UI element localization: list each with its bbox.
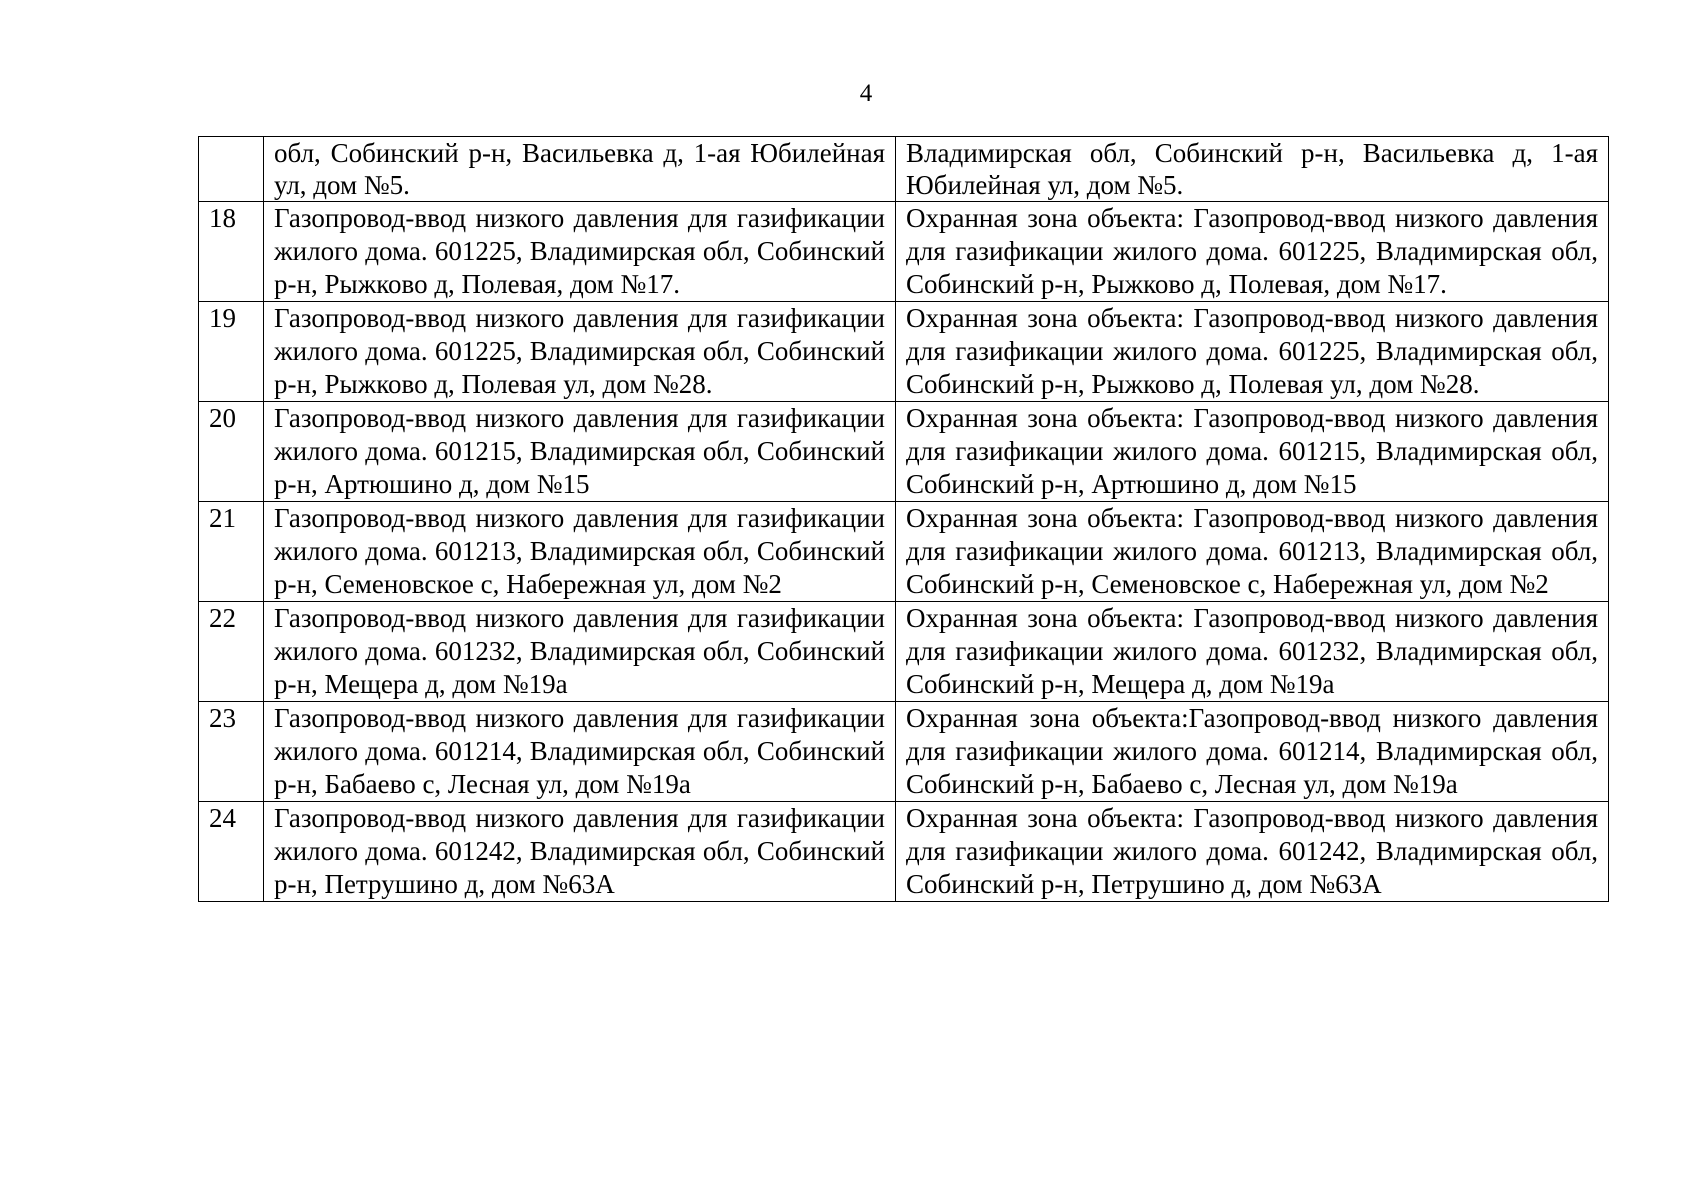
object-description: Газопровод-ввод низкого давления для газификации жилого дома. 601225, Владимирская обл, Собинский р-н, Рыжково д, Полевая, дом №17. (264, 202, 896, 302)
object-description: Газопровод-ввод низкого давления для газификации жилого дома. 601215, Владимирская обл, Собинский р-н, Артюшино д, дом №15 (264, 402, 896, 502)
object-description: Газопровод-ввод низкого давления для газификации жилого дома. 601242, Владимирская обл, Собинский р-н, Петрушино д, дом №63А (264, 802, 896, 902)
zone-description: Охранная зона объекта: Газопровод-ввод низкого давления для газификации жилого дома. 601215, Владимирская обл, Собинский р-н, Артюшино д, дом №15 (896, 402, 1609, 502)
table-row (199, 502, 1609, 602)
object-description: обл, Собинский р-н, Васильевка д, 1-ая Юбилейная ул, дом №5. (264, 137, 896, 202)
table-row (199, 202, 1609, 302)
table-row (199, 702, 1609, 802)
zone-description: Охранная зона объекта: Газопровод-ввод низкого давления для газификации жилого дома. 601213, Владимирская обл, Собинский р-н, Семеновское с, Набережная ул, дом №2 (896, 502, 1609, 602)
table-row (199, 302, 1609, 402)
zone-description: Владимирская обл, Собинский р-н, Васильевка д, 1-ая Юбилейная ул, дом №5. (896, 137, 1609, 202)
object-description: Газопровод-ввод низкого давления для газификации жилого дома. 601214, Владимирская обл, Собинский р-н, Бабаево с, Лесная ул, дом №19а (264, 702, 896, 802)
row-number: 22 (199, 602, 264, 702)
row-number: 18 (199, 202, 264, 302)
row-number: 23 (199, 702, 264, 802)
zone-description: Охранная зона объекта: Газопровод-ввод низкого давления для газификации жилого дома. 601232, Владимирская обл, Собинский р-н, Мещера д, дом №19а (896, 602, 1609, 702)
table-row (199, 402, 1609, 502)
zone-description: Охранная зона объекта:Газопровод-ввод низкого давления для газификации жилого дома. 601214, Владимирская обл, Собинский р-н, Бабаево с, Лесная ул, дом №19а (896, 702, 1609, 802)
table-row (199, 802, 1609, 902)
row-number (199, 137, 264, 202)
table-row (199, 602, 1609, 702)
row-number: 21 (199, 502, 264, 602)
object-description: Газопровод-ввод низкого давления для газификации жилого дома. 601213, Владимирская обл, Собинский р-н, Семеновское с, Набережная ул, дом №2 (264, 502, 896, 602)
page-number: 4 (859, 80, 873, 107)
objects-table (198, 136, 1609, 902)
zone-description: Охранная зона объекта: Газопровод-ввод низкого давления для газификации жилого дома. 601225, Владимирская обл, Собинский р-н, Рыжково д, Полевая, дом №17. (896, 202, 1609, 302)
row-number: 19 (199, 302, 264, 402)
row-number: 20 (199, 402, 264, 502)
object-description: Газопровод-ввод низкого давления для газификации жилого дома. 601225, Владимирская обл, Собинский р-н, Рыжково д, Полевая ул, дом №28. (264, 302, 896, 402)
zone-description: Охранная зона объекта: Газопровод-ввод низкого давления для газификации жилого дома. 601242, Владимирская обл, Собинский р-н, Петрушино д, дом №63А (896, 802, 1609, 902)
row-number: 24 (199, 802, 264, 902)
object-description: Газопровод-ввод низкого давления для газификации жилого дома. 601232, Владимирская обл, Собинский р-н, Мещера д, дом №19а (264, 602, 896, 702)
table-row (199, 137, 1609, 202)
zone-description: Охранная зона объекта: Газопровод-ввод низкого давления для газификации жилого дома. 601225, Владимирская обл, Собинский р-н, Рыжково д, Полевая ул, дом №28. (896, 302, 1609, 402)
